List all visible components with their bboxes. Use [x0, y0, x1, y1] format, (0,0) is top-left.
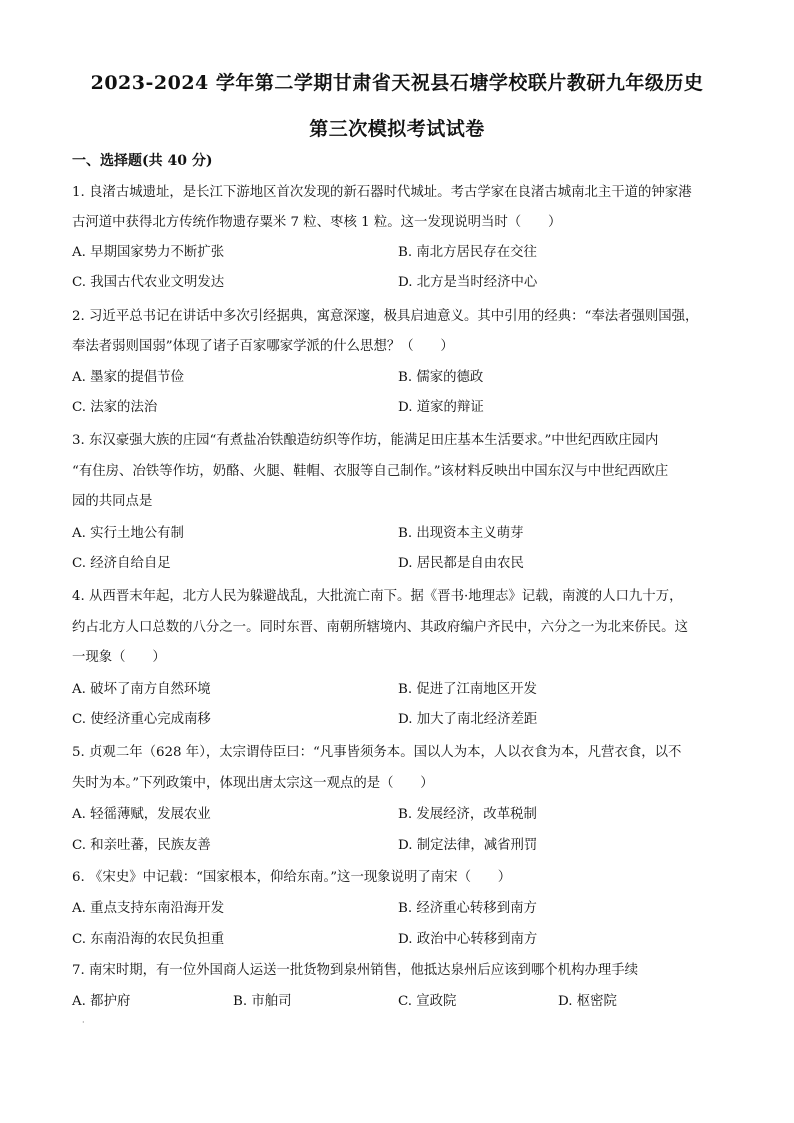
question-2-line-2: 奉法者弱则国弱”体现了诸子百家哪家学派的什么思想？（ ） — [72, 339, 454, 354]
question-4-line-1: 4. 从西晋末年起，北方人民为躲避战乱，大批流亡南下。据《晋书·地理志》记载，南渡的人口九十万， — [72, 589, 683, 604]
question-4-option-b: B. 促进了江南地区开发 — [398, 682, 537, 697]
question-3-option-d: D. 居民都是自由农民 — [398, 556, 524, 571]
question-2-option-b: B. 儒家的德政 — [398, 370, 484, 385]
question-3-option-b: B. 出现资本主义萌芽 — [398, 526, 524, 541]
question-6-line-1: 6. 《宋史》中记载：“国家根本，仰给东南。”这一现象说明了南宋（ ） — [72, 870, 512, 885]
question-5-line-1: 5. 贞观二年（628 年），太宗谓侍臣曰：“凡事皆须务本。国以人为本，人以衣食为本，凡营衣食，以不 — [72, 745, 682, 760]
question-4-option-c: C. 使经济重心完成南移 — [72, 712, 211, 727]
question-5-option-b: B. 发展经济，改革税制 — [398, 807, 537, 822]
footer-mark: · — [82, 1018, 85, 1027]
question-2-option-a: A. 墨家的提倡节俭 — [72, 370, 184, 385]
question-6-option-b: B. 经济重心转移到南方 — [398, 901, 537, 916]
exam-title-line-1: 2023-2024 学年第二学期甘肃省天祝县石塘学校联片教研九年级历史 — [90, 72, 704, 94]
question-7-option-b: B. 市舶司 — [233, 994, 292, 1009]
question-3-option-a: A. 实行土地公有制 — [72, 526, 184, 541]
question-3-line-3: 园的共同点是 — [72, 494, 153, 509]
question-2-option-d: D. 道家的辩证 — [398, 400, 484, 415]
question-1-option-c: C. 我国古代农业文明发达 — [72, 275, 225, 290]
question-7-line-1: 7. 南宋时期，有一位外国商人运送一批货物到泉州销售，他抵达泉州后应该到哪个机构办理手续 — [72, 963, 639, 978]
question-7-option-c: C. 宣政院 — [398, 994, 457, 1009]
question-1-option-d: D. 北方是当时经济中心 — [398, 275, 538, 290]
exam-title-line-2: 第三次模拟考试试卷 — [309, 118, 485, 140]
question-2-line-1: 2. 习近平总书记在讲话中多次引经据典，寓意深邃，极具启迪意义。其中引用的经典：“奉法者强则国强， — [72, 309, 699, 324]
section-heading: 一、选择题(共 40 分) — [72, 153, 213, 169]
question-3-line-1: 3. 东汉豪强大族的庄园“有煮盐冶铁酿造纺织等作坊，能满足田庄基本生活要求。”中世纪西欧庄园内 — [72, 433, 659, 448]
question-7-option-a: A. 都护府 — [72, 994, 131, 1009]
question-3-option-c: C. 经济自给自足 — [72, 556, 171, 571]
question-4-option-a: A. 破坏了南方自然环境 — [72, 682, 211, 697]
question-6-option-d: D. 政治中心转移到南方 — [398, 932, 538, 947]
question-1-option-b: B. 南北方居民存在交往 — [398, 245, 537, 260]
question-6-option-a: A. 重点支持东南沿海开发 — [72, 901, 225, 916]
question-4-line-2: 约占北方人口总数的八分之一。同时东晋、南朝所辖境内、其政府编户齐民中，六分之一为北来侨民。这 — [72, 620, 688, 635]
question-6-option-c: C. 东南沿海的农民负担重 — [72, 932, 225, 947]
question-1-option-a: A. 早期国家势力不断扩张 — [72, 245, 225, 260]
question-4-line-3: 一现象（ ） — [72, 650, 166, 665]
question-3-line-2: “有住房、冶铁等作坊，奶酪、火腿、鞋帽、衣服等自己制作。”该材料反映出中国东汉与中世纪西欧庄 — [72, 464, 669, 479]
question-1-line-2: 古河道中获得北方传统作物遗存粟米 7 粒、枣核 1 粒。这一发现说明当时（ ） — [72, 215, 562, 230]
question-1-line-1: 1. 良渚古城遗址，是长江下游地区首次发现的新石器时代城址。考古学家在良渚古城南北主干道的钟家港 — [72, 185, 692, 200]
question-5-option-a: A. 轻徭薄赋，发展农业 — [72, 807, 211, 822]
question-7-option-d: D. 枢密院 — [558, 994, 617, 1009]
question-4-option-d: D. 加大了南北经济差距 — [398, 712, 538, 727]
question-5-option-c: C. 和亲吐蕃，民族友善 — [72, 838, 211, 853]
question-5-option-d: D. 制定法律，减省刑罚 — [398, 838, 538, 853]
question-2-option-c: C. 法家的法治 — [72, 400, 158, 415]
question-5-line-2: 失时为本。”下列政策中，体现出唐太宗这一观点的是（ ） — [72, 776, 434, 791]
